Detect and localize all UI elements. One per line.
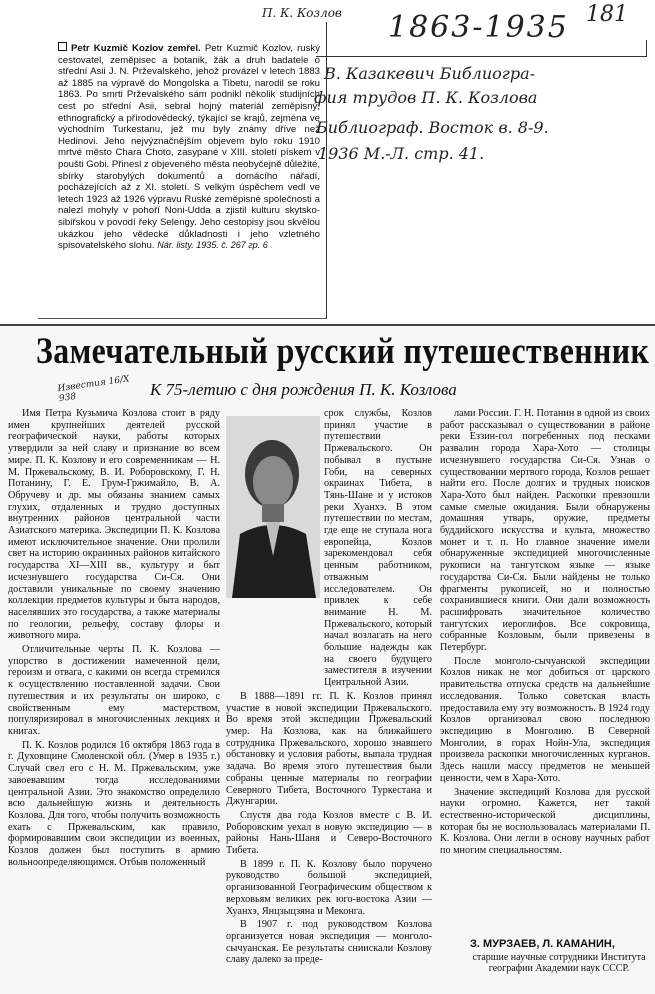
czech-clipping [38, 22, 327, 319]
column-1-paragraph: Отличительные черты П. К. Козлова — упорство в достижении намеченной цели, героизм и отвага, с какими он всегда стремился к осуществлению поставленной задачи. Свои путешествия и их результаты он широко, с свойственным ему мастерством, популяризировал в многочисленных лекциях и книгах. [8, 644, 220, 737]
czech-clipping-text [38, 22, 326, 252]
handwritten-izvestia-note: Известия 16/X 938 [57, 374, 131, 405]
handwritten-bibliography-line-4: 1936 М.-Л. стр. 41. [318, 144, 485, 163]
column-3-paragraph: После монголо-сычуанской экспедиции Козлов никак не мог добиться от царского правительства отпуска средств на дальнейшие исследования. Только советская власть предоставила ему эту возможность. В 1924 году Козлов организовал свою последнюю экспедицию в Монголию. В Северной Монголии, в горах Нойн-Ула, экспедиция произвела раскопки многочисленных курганов. Здесь нашли массу предметов не меньшей ценности, чем в Хара-Хото. [440, 655, 650, 784]
handwritten-bibliography-line-3: Библиограф. Восток в. 8-9. [316, 118, 549, 137]
column-1-paragraph: Имя Петра Кузьмича Козлова стоит в ряду имен крупнейших деятелей русской географической науки, работы которых утвердили за ней славу и признание во всем мире. П. К. Козлову и его современникам — Н. М. Пржевальскому, В. И. Роборовскому, Г. Н. Потанину, Г. Е. Грум-Гржимайло, В. А. Обручеву и др. мы обязаны знанием самых глухих, отдаленных и трудно доступных внутренних районов центральной части Азиатского материка. Экспедиции П. К. Козлова имеют исключительное значение. Они пролили свет на историю окраинных районов китайского государства XI—XIII вв., культуру и быт исчезнувшего государства Си-Ся. Они доставили уникальные по своему значению коллекции предметов культуры и быта народов, населявших это государства, а также материалы по геологии, рельефу, составу флоры и животного мира. [8, 408, 220, 642]
column-2-paragraph: срок службы, Козлов принял участие в путешествии Пржевальского. Он побывал в пустыне Гоби, на северных окраинах Тибета, в Тянь-Шане и у истоков реки Хуанхэ. В этом путешествии по местам, где еще не ступала нога европейца, Козлов зарекомендовал себя ценным работником, отважным исследователем. Он привлек к себе внимание Н. М. Пржевальского, который начал возлагать на него большие надежды как на своего будущего заместителя в изучении Центральной Азии. [324, 408, 432, 689]
column-3-paragraph: Значение экспедиций Козлова для русской науки огромно. Кажется, нет такой естественно-исторической дисциплины, которая бы не воспользовалась материалами П. К. Козлова. Они легли в основу научных работ по многим специальностям. [440, 786, 650, 857]
column-1-paragraph: П. К. Козлов родился 16 октября 1863 года в г. Духовщине Смоленской обл. (Умер в 1935 г.) Случай свел его с Н. М. Пржевальским, уже завоевавшим тогда исследованиями центральной Азии. Это знакомство определило всю дальнейшую жизнь и деятельность Козлова. Для того, чтобы получить возможность ехать с Пржевальским, как правило, формировавшим свои экспедиции из военных, Козлов должен был поступить в армию вольноопределяющимся. Отбыв положенный [8, 739, 220, 868]
article-title: Замечательный русский путешественник [36, 331, 650, 372]
czech-clipping-headline: Petr Kuzmič Kozlov zemřel. [71, 43, 201, 54]
column-3-paragraph: лами России. Г. Н. Потанин в одной из своих работ рассказывал о существовании в районе реки Еззин-гол погребенных под песками развалин города Хара-Хото — столицы исчезнувшего государства Си-Ся. Узнав о существовании мертвого города, Козлов решает найти его. После долгих и трудных поисков Хара-Хото был найден. Раскопки превзошли самые смелые ожидания. Были обнаружены домашняя утварь, оружие, предметы буддийского искусства и культа, множество монет и т. п. Но главное значение имели обнаруженные экспедицией многочисленные рукописи на тангутском языке — языке государства Си-Ся. Были найдены не только фрагменты рукописей, но и полностью сохранившиеся книги. Они дали возможность расшифровать значительное количество тангутских иероглифов. Все сокровища, собранные Козловым, были привезены в Петербург. [440, 408, 650, 654]
handwritten-page-number: 181 [586, 2, 628, 27]
handwritten-bibliography-line-2: фия трудов П. К. Козлова [314, 88, 538, 107]
czech-clipping-body: Petr Kuzmič Kozlov, ruský cestovatel, zeměpisec a botanik, žák a druh badatele o střední Asii J. N. Prževalského, jehož provázel v letech 1883 až 1885 na výpravě do Mongolska a Tibetu, narodil se roku 1863. Po smrti Prževalského sám podnikl několik studijních cest po střední Asii, sebral hojný materiál zeměpisný, ethnografický a přírodovědecký, týkající se krajů, zejména ve východním Turkestanu, jež mu byly známy dříve než Hedinovi. Jeho nejvýznačnějším objevem bylo roku 1910 mrtvé město Chara Choto, zasypané v XIII. století pískem v poušti Gobi. Přinesl z objeveného města neobyčejně důležité, sbírky starobylých dokumentů a domácího nářadí, pocházejících až z XI. století. S velkým úspěchem vedl ve letech 1923 až 1926 výpravu Ruské zeměpisné společnosti a nalezl mohyly v pohoří Noni-Udda a zjistil kulturu skytsko-sibiřskou v povodí řeky Selengy. Jeho cestopisy jsou skvělou ukázkou jeho vědecké důkladnosti i jeho vzletného spisovatelského slohu. [58, 43, 320, 252]
column-2-paragraph: В 1907 г. под руководством Козлова организуется новая экспедиция — монголо-сычуанская. Ее результаты сниискали Козлову славу далеко за преде- [226, 919, 432, 966]
column-2-paragraph: В 1888—1891 гг. П. К. Козлов принял участие в новой экспедиции Пржевальского. Во время этой экспедиции Пржевальский умер. На Козлова, как на ближайшего сотрудника Пржевальского, хорошо знавшего обстановку и условия работы, выпала трудная задача. Во время этого путешествия были собраны ценные материалы по географии Северного Тибета, Восточного Туркестана и Джунгарии. [226, 690, 432, 808]
handwritten-years: 1863-1935 [388, 10, 569, 45]
article-column-3 [440, 408, 650, 934]
column-2-paragraph: Спустя два года Козлов вместе с В. И. Роборовским уехал в новую экспедицию — в районы Нань-Шаня и Северо-Восточного Тибета. [226, 809, 432, 857]
article-subtitle: К 75-летию с дня рождения П. К. Козлова [150, 380, 457, 399]
square-bullet-icon [58, 42, 67, 51]
article-column-2 [226, 408, 432, 988]
handwritten-top-label: П. К. Козлов [262, 6, 342, 20]
article-signature: З. МУРЗАЕВ, Л. КАМАНИН, [470, 938, 615, 950]
article-signature-note: старшие научные сотрудники Института географии Академии наук СССР. [472, 952, 646, 974]
handwritten-bibliography-line-1: В. Казакевич Библиогра- [324, 64, 536, 83]
article-column-1 [8, 408, 220, 988]
czech-clipping-source: Nár. listy. 1935. č. 267 гр. 6 [157, 240, 268, 251]
column-2-paragraph: В 1899 г. П. К. Козлову было поручено руководство большой экспедицией, организованной Географическим обществом к верховьям великих рек юго-востока Азии — Хуанхэ, Янцзыцзяна и Меконга. [226, 858, 432, 917]
handwritten-underline-box [316, 40, 647, 57]
